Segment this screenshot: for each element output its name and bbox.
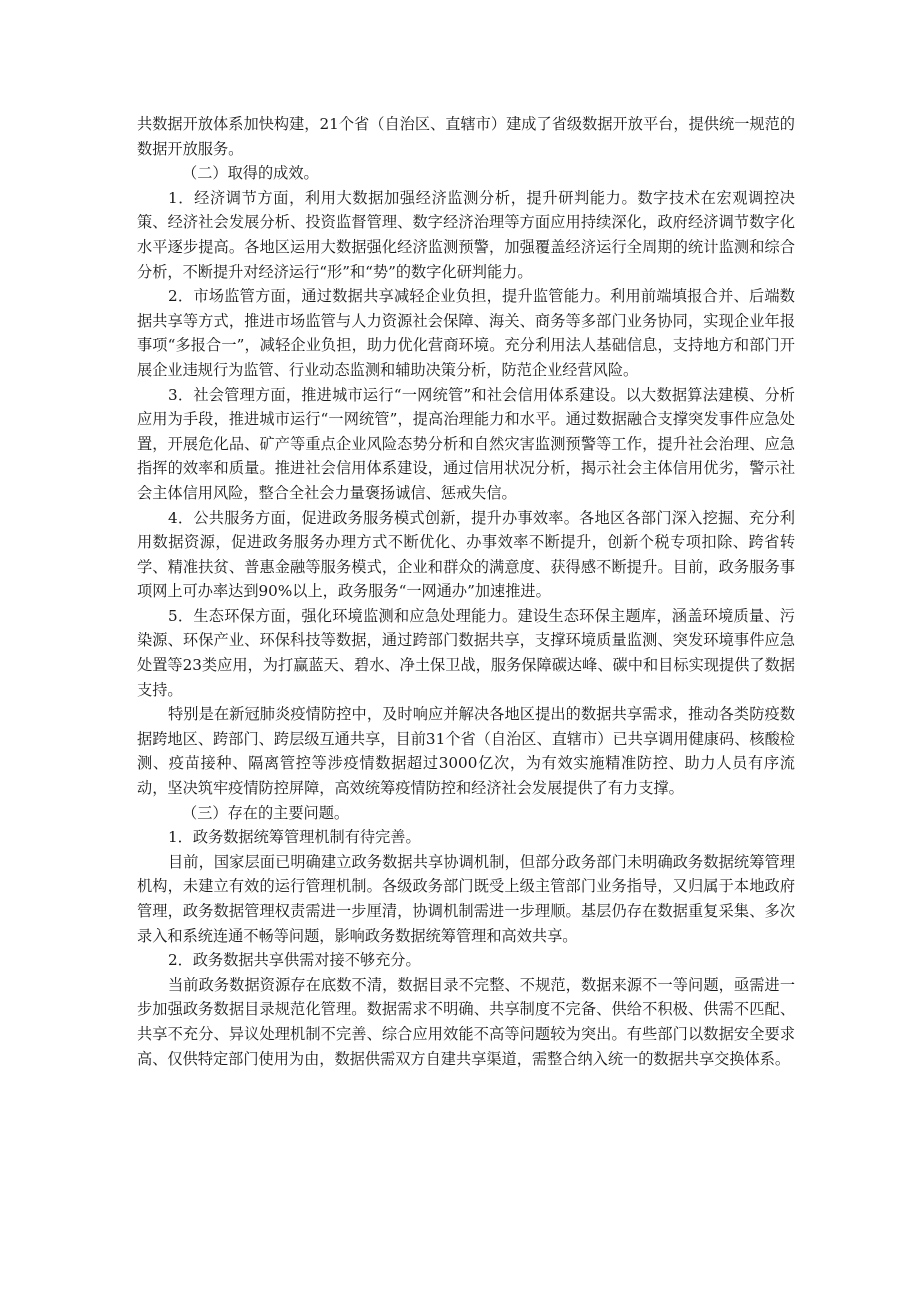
paragraph-supply-demand: 当前政务数据资源存在底数不清，数据目录不完整、不规范，数据来源不一等问题，亟需进一步加强政务数据目录规范化管理。数据需求不明确、共享制度不完备、供给不积极、供需不匹配、共享不充分、异议处理机制不完善、综合应用效能不高等问题较为突出。有些部门以数据安全要求高、仅供特定部门使用为由，数据供需双方自建共享渠道，需整合纳入统一的数据共享交换体系。	[137, 975, 795, 1068]
section-heading-main-problems: （三）存在的主要问题。	[182, 803, 350, 822]
subheading-management-mechanism: 1．政务数据统筹管理机制有待完善。	[168, 828, 421, 847]
paragraph-economic-regulation: 1．经济调节方面，利用大数据加强经济监测分析，提升研判能力。数字技术在宏观调控决策、经济社会发展分析、投资监督管理、数字经济治理等方面应用持续深化，政府经济调节数字化水平逐步提高。各地区运用大数据强化经济监测预警，加强覆盖经济运行全周期的统计监测和综合分析，不断提升对经济运行“形”和“势”的数字化研判能力。	[137, 188, 795, 281]
subheading-supply-demand: 2．政务数据共享供需对接不够充分。	[168, 951, 421, 970]
paragraph-ecological-protection: 5．生态环保方面，强化环境监测和应急处理能力。建设生态环保主题库，涵盖环境质量、污染源、环保产业、环保科技等数据，通过跨部门数据共享，支撑环境质量监测、突发环境事件应急处置等23类应用，为打赢蓝天、碧水、净土保卫战，服务保障碳达峰、碳中和目标实现提供了数据支持。	[137, 606, 795, 699]
paragraph-management-mechanism: 目前，国家层面已明确建立政务数据共享协调机制，但部分政务部门未明确政务数据统筹管理机构，未建立有效的运行管理机制。各级政务部门既受上级主管部门业务指导，又归属于本地政府管理，政务数据管理权责需进一步厘清，协调机制需进一步理顺。基层仍存在数据重复采集、多次录入和系统连通不畅等问题，影响政务数据统筹管理和高效共享。	[137, 852, 795, 945]
paragraph-market-supervision: 2．市场监管方面，通过数据共享减轻企业负担，提升监管能力。利用前端填报合并、后端数据共享等方式，推进市场监管与人力资源社会保障、海关、商务等多部门业务协同，实现企业年报事项“多报合一”，减轻企业负担，助力优化营商环境。充分利用法人基础信息，支持地方和部门开展企业违规行为监管、行业动态监测和辅助决策分析，防范企业经营风险。	[137, 287, 795, 379]
paragraph-epidemic-prevention: 特别是在新冠肺炎疫情防控中，及时响应并解决各地区提出的数据共享需求，推动各类防疫数据跨地区、跨部门、跨层级互通共享，目前31个省（自治区、直辖市）已共享调用健康码、核酸检测、疫苗接种、隔离管控等涉疫情数据超过3000亿次，为有效实施精准防控、助力人员有序流动，坚决筑牢疫情防控屏障，高效统筹疫情防控和经济社会发展提供了有力支撑。	[137, 705, 795, 798]
paragraph-social-management: 3．社会管理方面，推进城市运行“一网统管”和社会信用体系建设。以大数据算法建模、分析应用为手段，推进城市运行“一网统管”，提高治理能力和水平。通过数据融合支撑突发事件应急处置，开展危化品、矿产等重点企业风险态势分析和自然灾害监测预警等工作，提升社会治理、应急指挥的效率和质量。推进社会信用体系建设，通过信用状况分析，揭示社会主体信用优劣，警示社会主体信用风险，整合全社会力量褒扬诚信、惩戒失信。	[137, 385, 795, 502]
paragraph-open-data-platforms: 共数据开放体系加快构建，21个省（自治区、直辖市）建成了省级数据开放平台，提供统一规范的数据开放服务。	[137, 115, 795, 158]
section-heading-achievements: （二）取得的成效。	[182, 164, 319, 183]
paragraph-public-service: 4．公共服务方面，促进政务服务模式创新，提升办事效率。各地区各部门深入挖掘、充分利用数据资源，促进政务服务办理方式不断优化、办事效率不断提升，创新个税专项扣除、跨省转学、精准扶贫、普惠金融等服务模式，企业和群众的满意度、获得感不断提升。目前，政务服务事项网上可办率达到90%以上，政务服务“一网通办”加速推进。	[137, 508, 795, 601]
document-body	[137, 112, 795, 1071]
